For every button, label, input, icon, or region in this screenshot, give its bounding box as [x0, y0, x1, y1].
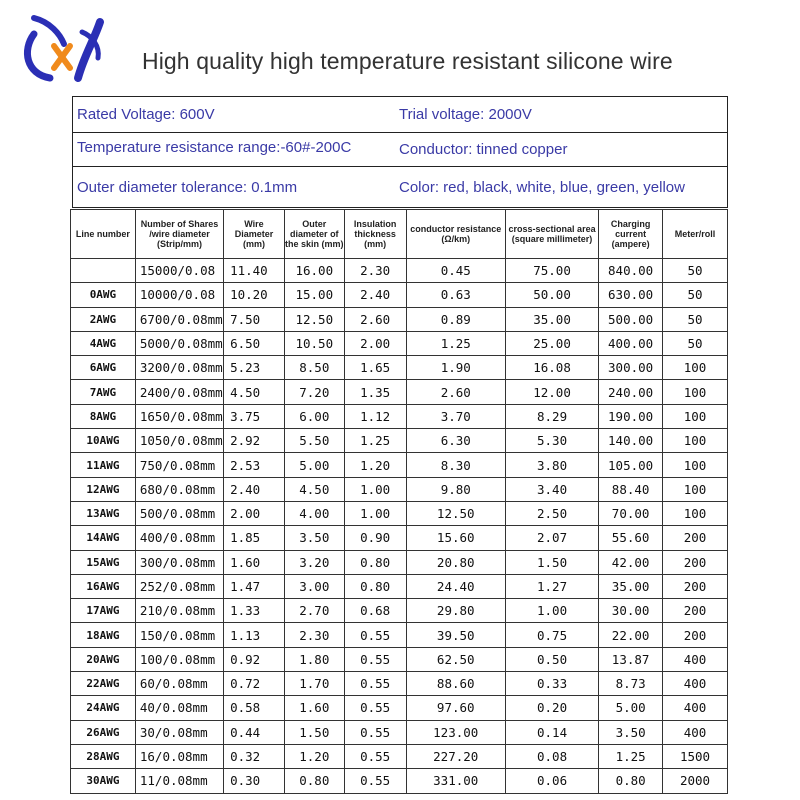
- outer-diameter-cell: 1.60: [284, 696, 344, 720]
- resistance-cell: 9.80: [406, 477, 505, 501]
- column-header: conductor resistance (Ω/km): [406, 210, 505, 259]
- wire-spec-table: [70, 209, 728, 794]
- wire-diameter-cell: 1.13: [224, 623, 285, 647]
- insulation-cell: 1.20: [344, 453, 406, 477]
- wire-diameter-cell: 5.23: [224, 356, 285, 380]
- table-row: [71, 477, 728, 501]
- outer-diameter-cell: 4.00: [284, 501, 344, 525]
- resistance-cell: 123.00: [406, 720, 505, 744]
- area-cell: 12.00: [505, 380, 598, 404]
- line-number-cell: 20AWG: [71, 647, 136, 671]
- area-cell: 1.50: [505, 550, 598, 574]
- area-cell: 35.00: [505, 307, 598, 331]
- outer-diameter-cell: 2.30: [284, 623, 344, 647]
- line-number-cell: 18AWG: [71, 623, 136, 647]
- area-cell: 8.29: [505, 404, 598, 428]
- table-row: [71, 453, 728, 477]
- table-header-row: [71, 210, 728, 259]
- resistance-cell: 24.40: [406, 574, 505, 598]
- insulation-cell: 1.00: [344, 477, 406, 501]
- table-row: [71, 429, 728, 453]
- area-cell: 16.08: [505, 356, 598, 380]
- brand-logo-icon: [20, 12, 108, 88]
- current-cell: 88.40: [599, 477, 663, 501]
- resistance-cell: 20.80: [406, 550, 505, 574]
- current-cell: 22.00: [599, 623, 663, 647]
- area-cell: 1.00: [505, 599, 598, 623]
- area-cell: 1.27: [505, 574, 598, 598]
- table-row: [71, 356, 728, 380]
- current-cell: 35.00: [599, 574, 663, 598]
- insulation-cell: 2.00: [344, 331, 406, 355]
- current-cell: 190.00: [599, 404, 663, 428]
- outer-diameter-cell: 8.50: [284, 356, 344, 380]
- wire-diameter-cell: 7.50: [224, 307, 285, 331]
- outer-diameter-cell: 15.00: [284, 283, 344, 307]
- line-number-cell: 6AWG: [71, 356, 136, 380]
- shares-cell: 100/0.08mm: [135, 647, 223, 671]
- resistance-cell: 0.45: [406, 259, 505, 283]
- spec-row: [73, 167, 727, 207]
- shares-cell: 252/0.08mm: [135, 574, 223, 598]
- insulation-cell: 1.00: [344, 501, 406, 525]
- current-cell: 1.25: [599, 744, 663, 768]
- line-number-cell: 4AWG: [71, 331, 136, 355]
- meter-roll-cell: 100: [663, 380, 728, 404]
- shares-cell: 400/0.08mm: [135, 526, 223, 550]
- outer-diameter-cell: 5.50: [284, 429, 344, 453]
- current-cell: 140.00: [599, 429, 663, 453]
- wire-diameter-cell: 1.85: [224, 526, 285, 550]
- shares-cell: 60/0.08mm: [135, 672, 223, 696]
- current-cell: 3.50: [599, 720, 663, 744]
- insulation-cell: 0.55: [344, 696, 406, 720]
- line-number-cell: 12AWG: [71, 477, 136, 501]
- table-row: [71, 720, 728, 744]
- current-cell: 8.73: [599, 672, 663, 696]
- current-cell: 240.00: [599, 380, 663, 404]
- line-number-cell: 8AWG: [71, 404, 136, 428]
- conductor: Conductor: tinned copper: [399, 141, 568, 158]
- table-row: [71, 526, 728, 550]
- color-options: Color: red, black, white, blue, green, yellow: [399, 179, 685, 196]
- wire-diameter-cell: 2.40: [224, 477, 285, 501]
- shares-cell: 150/0.08mm: [135, 623, 223, 647]
- table-row: [71, 550, 728, 574]
- insulation-cell: 0.80: [344, 574, 406, 598]
- column-header: Wire Diameter (mm): [224, 210, 285, 259]
- column-header: cross-sectional area (square millimeter): [505, 210, 598, 259]
- wire-diameter-cell: 10.20: [224, 283, 285, 307]
- insulation-cell: 1.12: [344, 404, 406, 428]
- line-number-cell: 11AWG: [71, 453, 136, 477]
- insulation-cell: 2.40: [344, 283, 406, 307]
- meter-roll-cell: 100: [663, 477, 728, 501]
- meter-roll-cell: 200: [663, 550, 728, 574]
- wire-diameter-cell: 3.75: [224, 404, 285, 428]
- meter-roll-cell: 400: [663, 672, 728, 696]
- line-number-cell: 22AWG: [71, 672, 136, 696]
- area-cell: 0.06: [505, 769, 598, 793]
- resistance-cell: 88.60: [406, 672, 505, 696]
- current-cell: 0.80: [599, 769, 663, 793]
- outer-diameter-cell: 2.70: [284, 599, 344, 623]
- line-number-cell: 16AWG: [71, 574, 136, 598]
- shares-cell: 6700/0.08mm: [135, 307, 223, 331]
- meter-roll-cell: 50: [663, 307, 728, 331]
- resistance-cell: 39.50: [406, 623, 505, 647]
- table-row: [71, 672, 728, 696]
- wire-diameter-cell: 1.60: [224, 550, 285, 574]
- wire-diameter-cell: 1.47: [224, 574, 285, 598]
- wire-diameter-cell: 0.72: [224, 672, 285, 696]
- trial-voltage: Trial voltage: 2000V: [399, 106, 532, 123]
- area-cell: 2.07: [505, 526, 598, 550]
- outer-diameter-cell: 0.80: [284, 769, 344, 793]
- outer-diameter-cell: 16.00: [284, 259, 344, 283]
- area-cell: 0.33: [505, 672, 598, 696]
- area-cell: 3.40: [505, 477, 598, 501]
- wire-diameter-cell: 0.92: [224, 647, 285, 671]
- line-number-cell: 26AWG: [71, 720, 136, 744]
- insulation-cell: 0.68: [344, 599, 406, 623]
- outer-diameter-cell: 3.00: [284, 574, 344, 598]
- table-row: [71, 380, 728, 404]
- area-cell: 0.50: [505, 647, 598, 671]
- current-cell: 70.00: [599, 501, 663, 525]
- shares-cell: 15000/0.08: [135, 259, 223, 283]
- shares-cell: 40/0.08mm: [135, 696, 223, 720]
- table-body: [71, 259, 728, 794]
- wire-diameter-cell: 4.50: [224, 380, 285, 404]
- outer-diameter-cell: 1.80: [284, 647, 344, 671]
- column-header: Number of Shares /wire diameter (Strip/mm): [135, 210, 223, 259]
- line-number-cell: 14AWG: [71, 526, 136, 550]
- area-cell: 75.00: [505, 259, 598, 283]
- insulation-cell: 0.55: [344, 720, 406, 744]
- resistance-cell: 12.50: [406, 501, 505, 525]
- column-header: Charging current (ampere): [599, 210, 663, 259]
- meter-roll-cell: 50: [663, 283, 728, 307]
- insulation-cell: 0.55: [344, 623, 406, 647]
- current-cell: 400.00: [599, 331, 663, 355]
- line-number-cell: 17AWG: [71, 599, 136, 623]
- insulation-cell: 0.90: [344, 526, 406, 550]
- shares-cell: 750/0.08mm: [135, 453, 223, 477]
- shares-cell: 11/0.08mm: [135, 769, 223, 793]
- shares-cell: 10000/0.08: [135, 283, 223, 307]
- current-cell: 105.00: [599, 453, 663, 477]
- resistance-cell: 8.30: [406, 453, 505, 477]
- resistance-cell: 3.70: [406, 404, 505, 428]
- meter-roll-cell: 100: [663, 453, 728, 477]
- current-cell: 5.00: [599, 696, 663, 720]
- resistance-cell: 2.60: [406, 380, 505, 404]
- outer-diameter-cell: 5.00: [284, 453, 344, 477]
- spec-box: [72, 96, 728, 208]
- shares-cell: 300/0.08mm: [135, 550, 223, 574]
- wire-diameter-cell: 0.58: [224, 696, 285, 720]
- temperature-range: Temperature resistance range:-60#-200C: [77, 139, 352, 156]
- resistance-cell: 0.89: [406, 307, 505, 331]
- area-cell: 0.75: [505, 623, 598, 647]
- table-row: [71, 744, 728, 768]
- table-row: [71, 769, 728, 793]
- meter-roll-cell: 2000: [663, 769, 728, 793]
- area-cell: 0.20: [505, 696, 598, 720]
- table-row: [71, 404, 728, 428]
- outer-diameter-tolerance: Outer diameter tolerance: 0.1mm: [77, 179, 298, 196]
- table-row: [71, 259, 728, 283]
- shares-cell: 3200/0.08mm: [135, 356, 223, 380]
- shares-cell: 30/0.08mm: [135, 720, 223, 744]
- outer-diameter-cell: 7.20: [284, 380, 344, 404]
- line-number-cell: 13AWG: [71, 501, 136, 525]
- shares-cell: 210/0.08mm: [135, 599, 223, 623]
- insulation-cell: 0.55: [344, 769, 406, 793]
- outer-diameter-cell: 4.50: [284, 477, 344, 501]
- insulation-cell: 0.80: [344, 550, 406, 574]
- outer-diameter-cell: 6.00: [284, 404, 344, 428]
- insulation-cell: 0.55: [344, 672, 406, 696]
- meter-roll-cell: 100: [663, 404, 728, 428]
- page-title: High quality high temperature resistant silicone wire: [142, 48, 673, 74]
- current-cell: 30.00: [599, 599, 663, 623]
- resistance-cell: 227.20: [406, 744, 505, 768]
- line-number-cell: 28AWG: [71, 744, 136, 768]
- line-number-cell: 15AWG: [71, 550, 136, 574]
- meter-roll-cell: 400: [663, 696, 728, 720]
- area-cell: 2.50: [505, 501, 598, 525]
- column-header: Insulation thickness (mm): [344, 210, 406, 259]
- insulation-cell: 0.55: [344, 744, 406, 768]
- insulation-cell: 0.55: [344, 647, 406, 671]
- meter-roll-cell: 100: [663, 356, 728, 380]
- area-cell: 0.14: [505, 720, 598, 744]
- column-header: Meter/roll: [663, 210, 728, 259]
- area-cell: 3.80: [505, 453, 598, 477]
- outer-diameter-cell: 1.70: [284, 672, 344, 696]
- meter-roll-cell: 100: [663, 501, 728, 525]
- table-row: [71, 283, 728, 307]
- rated-voltage: Rated Voltage: 600V: [77, 106, 215, 123]
- table-row: [71, 623, 728, 647]
- shares-cell: 5000/0.08mm: [135, 331, 223, 355]
- line-number-cell: 0AWG: [71, 283, 136, 307]
- line-number-cell: 2AWG: [71, 307, 136, 331]
- line-number-cell: 24AWG: [71, 696, 136, 720]
- shares-cell: 680/0.08mm: [135, 477, 223, 501]
- area-cell: 0.08: [505, 744, 598, 768]
- resistance-cell: 62.50: [406, 647, 505, 671]
- wire-diameter-cell: 11.40: [224, 259, 285, 283]
- outer-diameter-cell: 3.50: [284, 526, 344, 550]
- table-row: [71, 574, 728, 598]
- table-row: [71, 331, 728, 355]
- current-cell: 13.87: [599, 647, 663, 671]
- meter-roll-cell: 200: [663, 526, 728, 550]
- outer-diameter-cell: 12.50: [284, 307, 344, 331]
- line-number-cell: 7AWG: [71, 380, 136, 404]
- wire-diameter-cell: 0.32: [224, 744, 285, 768]
- line-number-cell: [71, 259, 136, 283]
- line-number-cell: 30AWG: [71, 769, 136, 793]
- meter-roll-cell: 100: [663, 429, 728, 453]
- insulation-cell: 2.30: [344, 259, 406, 283]
- meter-roll-cell: 200: [663, 599, 728, 623]
- wire-diameter-cell: 6.50: [224, 331, 285, 355]
- column-header: Line number: [71, 210, 136, 259]
- area-cell: 5.30: [505, 429, 598, 453]
- column-header: Outer diameter of the skin (mm): [284, 210, 344, 259]
- resistance-cell: 0.63: [406, 283, 505, 307]
- wire-diameter-cell: 1.33: [224, 599, 285, 623]
- shares-cell: 1050/0.08mm: [135, 429, 223, 453]
- outer-diameter-cell: 10.50: [284, 331, 344, 355]
- area-cell: 25.00: [505, 331, 598, 355]
- shares-cell: 500/0.08mm: [135, 501, 223, 525]
- wire-diameter-cell: 0.44: [224, 720, 285, 744]
- resistance-cell: 1.25: [406, 331, 505, 355]
- current-cell: 55.60: [599, 526, 663, 550]
- area-cell: 50.00: [505, 283, 598, 307]
- current-cell: 630.00: [599, 283, 663, 307]
- current-cell: 42.00: [599, 550, 663, 574]
- meter-roll-cell: 200: [663, 623, 728, 647]
- wire-diameter-cell: 2.53: [224, 453, 285, 477]
- spec-row: [73, 133, 727, 167]
- table-row: [71, 307, 728, 331]
- shares-cell: 1650/0.08mm: [135, 404, 223, 428]
- wire-diameter-cell: 0.30: [224, 769, 285, 793]
- table-row: [71, 696, 728, 720]
- shares-cell: 16/0.08mm: [135, 744, 223, 768]
- outer-diameter-cell: 3.20: [284, 550, 344, 574]
- resistance-cell: 29.80: [406, 599, 505, 623]
- spec-row: [73, 97, 727, 133]
- current-cell: 840.00: [599, 259, 663, 283]
- current-cell: 500.00: [599, 307, 663, 331]
- meter-roll-cell: 50: [663, 259, 728, 283]
- current-cell: 300.00: [599, 356, 663, 380]
- insulation-cell: 2.60: [344, 307, 406, 331]
- resistance-cell: 97.60: [406, 696, 505, 720]
- meter-roll-cell: 400: [663, 720, 728, 744]
- resistance-cell: 6.30: [406, 429, 505, 453]
- outer-diameter-cell: 1.20: [284, 744, 344, 768]
- insulation-cell: 1.35: [344, 380, 406, 404]
- meter-roll-cell: 400: [663, 647, 728, 671]
- insulation-cell: 1.25: [344, 429, 406, 453]
- shares-cell: 2400/0.08mm: [135, 380, 223, 404]
- line-number-cell: 10AWG: [71, 429, 136, 453]
- resistance-cell: 331.00: [406, 769, 505, 793]
- table-row: [71, 647, 728, 671]
- resistance-cell: 15.60: [406, 526, 505, 550]
- meter-roll-cell: 50: [663, 331, 728, 355]
- table-row: [71, 501, 728, 525]
- outer-diameter-cell: 1.50: [284, 720, 344, 744]
- wire-diameter-cell: 2.92: [224, 429, 285, 453]
- meter-roll-cell: 200: [663, 574, 728, 598]
- table-row: [71, 599, 728, 623]
- meter-roll-cell: 1500: [663, 744, 728, 768]
- insulation-cell: 1.65: [344, 356, 406, 380]
- resistance-cell: 1.90: [406, 356, 505, 380]
- wire-diameter-cell: 2.00: [224, 501, 285, 525]
